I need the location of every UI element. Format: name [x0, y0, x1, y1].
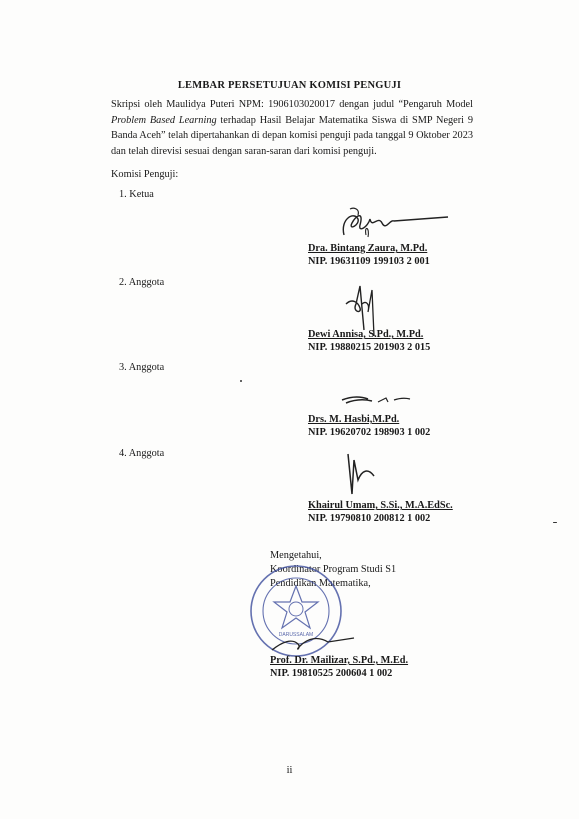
member-2-nip: NIP. 19880215 201903 2 015: [308, 342, 431, 353]
scan-speck: [240, 380, 242, 382]
member-1-name: Dra. Bintang Zaura, M.Pd.: [308, 243, 428, 254]
page-title: LEMBAR PERSETUJUAN KOMISI PENGUJI: [177, 80, 402, 91]
signature-4: [340, 450, 385, 498]
coordinator-name: Prof. Dr. Mailizar, S.Pd., M.Ed.: [270, 655, 409, 666]
ack-line-2: Koordinator Program Studi S1: [270, 564, 397, 575]
signature-3: [338, 390, 413, 410]
stamp-center-text: DARUSSALAM: [278, 632, 314, 638]
ack-line-3: Pendidikan Matematika,: [270, 578, 371, 589]
paragraph-text-end: terhadap Hasil Belajar Matematika Siswa di SMP Negeri 9 Banda Aceh” telah dipertahankan di depan komisi penguji pada tanggal 9 Oktober 2023 dan telah direvisi sesuai dengan saran-saran dari komisi penguji.: [111, 114, 473, 157]
komisi-label: Komisi Penguji:: [111, 169, 179, 180]
member-2-block: [308, 328, 430, 354]
approval-paragraph: [111, 97, 473, 159]
scan-speck: [553, 522, 557, 523]
member-1-nip: NIP. 19631109 199103 2 001: [308, 256, 430, 267]
paragraph-text-start: Skripsi oleh Maulidya Puteri NPM: 1906103020017 dengan judul “Pengaruh Model: [111, 99, 473, 110]
member-4-role: 4. Anggota: [119, 448, 165, 459]
member-3-nip: NIP. 19620702 198903 1 002: [308, 427, 431, 438]
signature-1: [330, 205, 455, 247]
member-2-role: 2. Anggota: [119, 277, 165, 288]
ack-line-1: Mengetahui,: [270, 550, 322, 561]
member-2-name: Dewi Annisa, S.Pd., M.Pd.: [308, 329, 424, 340]
member-3-block: [308, 413, 430, 439]
member-3-role: 3. Anggota: [119, 362, 165, 373]
page-number: ii: [286, 765, 293, 776]
member-1-role: 1. Ketua: [119, 189, 154, 200]
coordinator-nip: NIP. 19810525 200604 1 002: [270, 668, 393, 679]
member-4-name: Khairul Umam, S.Si., M.A.EdSc.: [308, 500, 453, 511]
member-4-nip: NIP. 19790810 200812 1 002: [308, 513, 431, 524]
coordinator-block: [270, 654, 408, 680]
member-1-block: [308, 242, 430, 268]
member-4-block: [308, 499, 453, 525]
member-3-name: Drs. M. Hasbi,M.Pd.: [308, 414, 400, 425]
paragraph-italic-term: Problem Based Learning: [111, 114, 217, 126]
